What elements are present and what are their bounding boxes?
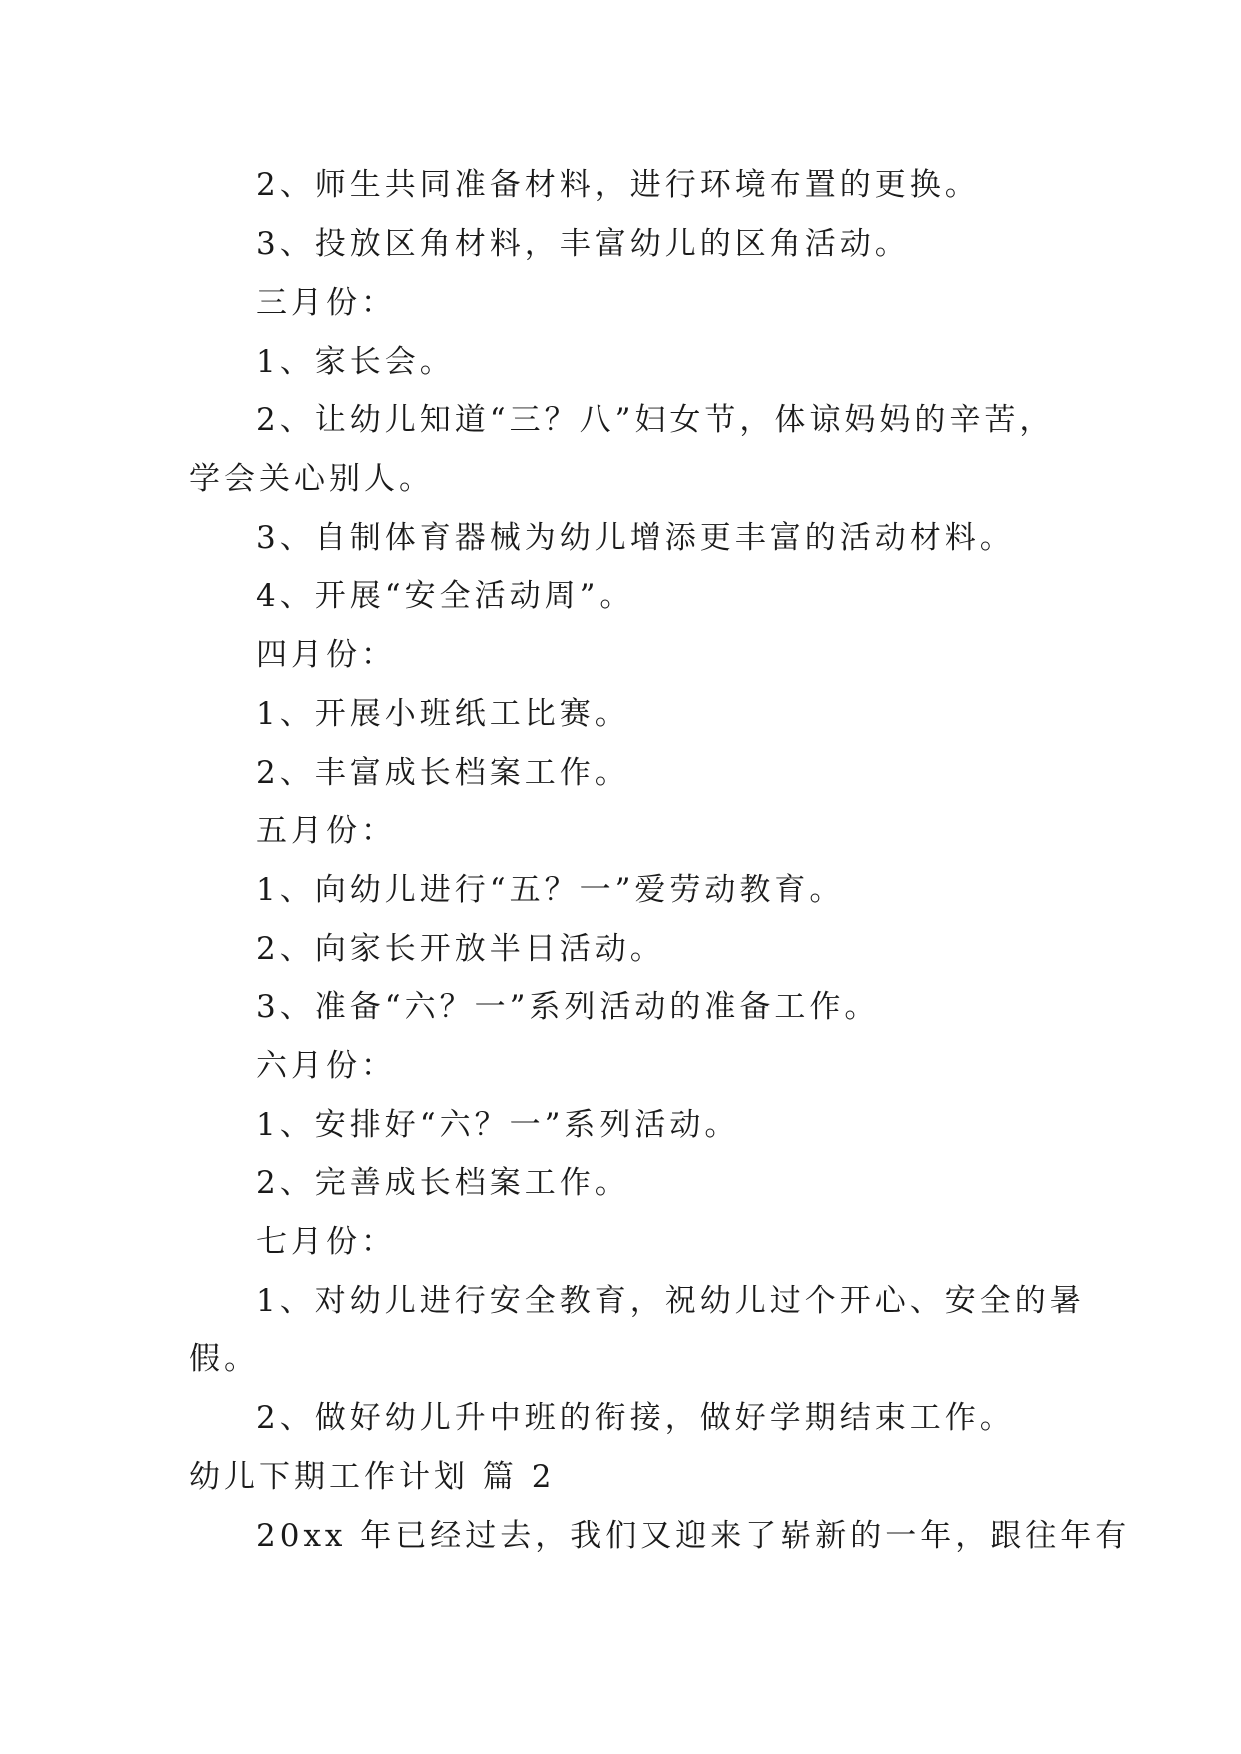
list-item-march-2: 2、让幼儿知道“三？八”妇女节，体谅妈妈的辛苦， xyxy=(256,402,1055,438)
list-item-march-4: 4、开展“安全活动周”。 xyxy=(256,578,635,614)
list-item-june-2: 2、完善成长档案工作。 xyxy=(256,1165,630,1201)
list-item-may-2: 2、向家长开放半日活动。 xyxy=(256,931,665,967)
list-item-may-3: 3、准备“六？一”系列活动的准备工作。 xyxy=(256,989,880,1025)
paragraph-intro: 20xx 年已经过去，我们又迎来了崭新的一年，跟往年有 xyxy=(256,1518,1131,1554)
month-heading-may: 五月份： xyxy=(256,813,396,849)
section-title: 幼儿下期工作计划 篇 2 xyxy=(189,1459,556,1495)
list-item-feb-2: 2、师生共同准备材料，进行环境布置的更换。 xyxy=(256,167,980,203)
list-item-march-3: 3、自制体育器械为幼儿增添更丰富的活动材料。 xyxy=(256,520,1015,556)
list-item-july-1-cont: 假。 xyxy=(189,1341,259,1377)
list-item-march-2-cont: 学会关心别人。 xyxy=(189,461,434,497)
list-item-april-1: 1、开展小班纸工比赛。 xyxy=(256,696,630,732)
list-item-march-1: 1、家长会。 xyxy=(256,344,455,380)
month-heading-april: 四月份： xyxy=(256,637,396,673)
list-item-april-2: 2、丰富成长档案工作。 xyxy=(256,755,630,791)
list-item-july-2: 2、做好幼儿升中班的衔接，做好学期结束工作。 xyxy=(256,1400,1015,1436)
list-item-feb-3: 3、投放区角材料，丰富幼儿的区角活动。 xyxy=(256,226,910,262)
list-item-june-1: 1、安排好“六？一”系列活动。 xyxy=(256,1107,740,1143)
list-item-may-1: 1、向幼儿进行“五？一”爱劳动教育。 xyxy=(256,872,845,908)
list-item-july-1: 1、对幼儿进行安全教育，祝幼儿过个开心、安全的暑 xyxy=(256,1283,1085,1319)
month-heading-july: 七月份： xyxy=(256,1224,396,1260)
month-heading-march: 三月份： xyxy=(256,285,396,321)
month-heading-june: 六月份： xyxy=(256,1048,396,1084)
